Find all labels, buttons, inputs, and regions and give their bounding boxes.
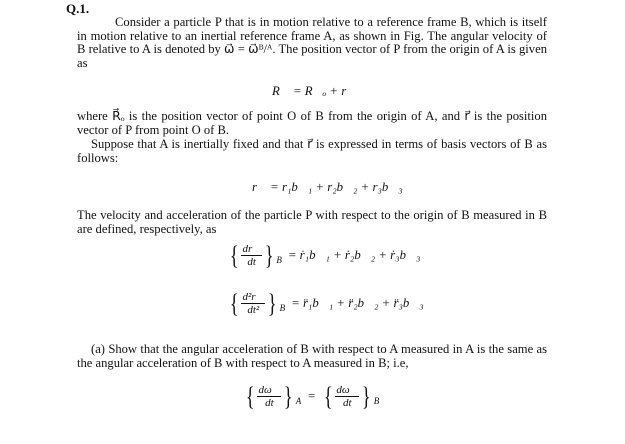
paragraph-text: The velocity and acceleration of the particle P with respect to the origin of B measured in B are defined, respectively, as (77, 208, 547, 236)
fraction (241, 291, 265, 316)
paragraph-text: (a) Show that the angular acceleration of B with respect to A measured in A is the same as the angular acceleration of B with respect to A measured in B; i.e, (77, 342, 547, 370)
fraction-denominator: dt (343, 397, 352, 409)
frame-subscript: B (279, 303, 286, 314)
equals-sign: = (307, 388, 316, 403)
equation-rhs: = r̈₁b⃗₁ + r̈₂b⃗₂ + r̈₃b⃗₃ (291, 295, 424, 310)
brace-left: { (323, 381, 333, 411)
fraction-numerator: dr⃗ (242, 243, 261, 255)
paragraph-velocity-def (77, 209, 547, 236)
paragraph-part-a (77, 343, 547, 370)
equation-velocity (228, 240, 421, 270)
paragraph-where (77, 110, 547, 137)
brace-left: { (229, 288, 239, 318)
fraction (335, 384, 359, 409)
equation-rhs: = ṙ₁b⃗₁ + ṙ₂b⃗₂ + ṙ₃b⃗₃ (287, 247, 421, 262)
fraction-numerator: dω⃗ (336, 384, 359, 396)
paragraph-suppose (77, 138, 547, 165)
frame-subscript: A (295, 396, 302, 407)
equation-position: R⃗ = R⃗ₒ + r⃗ (272, 84, 357, 98)
fraction (257, 384, 281, 409)
question-heading: Q.1. (66, 1, 90, 16)
brace-right: } (264, 240, 274, 270)
paragraph-text: Suppose that A is inertially fixed and that r⃗ is expressed in terms of basis vectors of B as follows: (77, 137, 547, 165)
brace-right: } (362, 381, 371, 411)
frame-subscript: B (276, 255, 282, 266)
equation-basis: r⃗ = r₁b⃗₁ + r₂b⃗₂ + r₃b⃗₃ (252, 180, 403, 194)
brace-right: } (267, 288, 277, 318)
equation-angular (244, 381, 380, 411)
brace-left: { (229, 240, 239, 270)
fraction-denominator: dt² (247, 304, 260, 316)
paragraph-intro (77, 16, 547, 70)
brace-right: } (284, 381, 293, 411)
equation-acceleration (228, 288, 424, 318)
brace-left: { (245, 381, 255, 411)
fraction (241, 243, 261, 268)
fraction-denominator: dt (247, 256, 256, 268)
fraction-numerator: dω⃗ (258, 384, 281, 396)
paragraph-text: where R⃗ₒ is the position vector of point O of B from the origin of A, and r⃗ is the position vector of P from point O of B. (77, 109, 547, 137)
frame-subscript: B (373, 396, 380, 407)
paragraph-text: Consider a particle P that is in motion relative to a reference frame B, which is itself in motion relative to an inertial reference frame A, as shown in Fig. The angular velocity of B relative to A is denoted by ω⃗ = ω⃗ᴮ/ᴬ. The position vector of P from the origin of A is given as (77, 15, 547, 70)
fraction-denominator: dt (265, 397, 274, 409)
fraction-numerator: d²r⃗ (242, 291, 265, 303)
